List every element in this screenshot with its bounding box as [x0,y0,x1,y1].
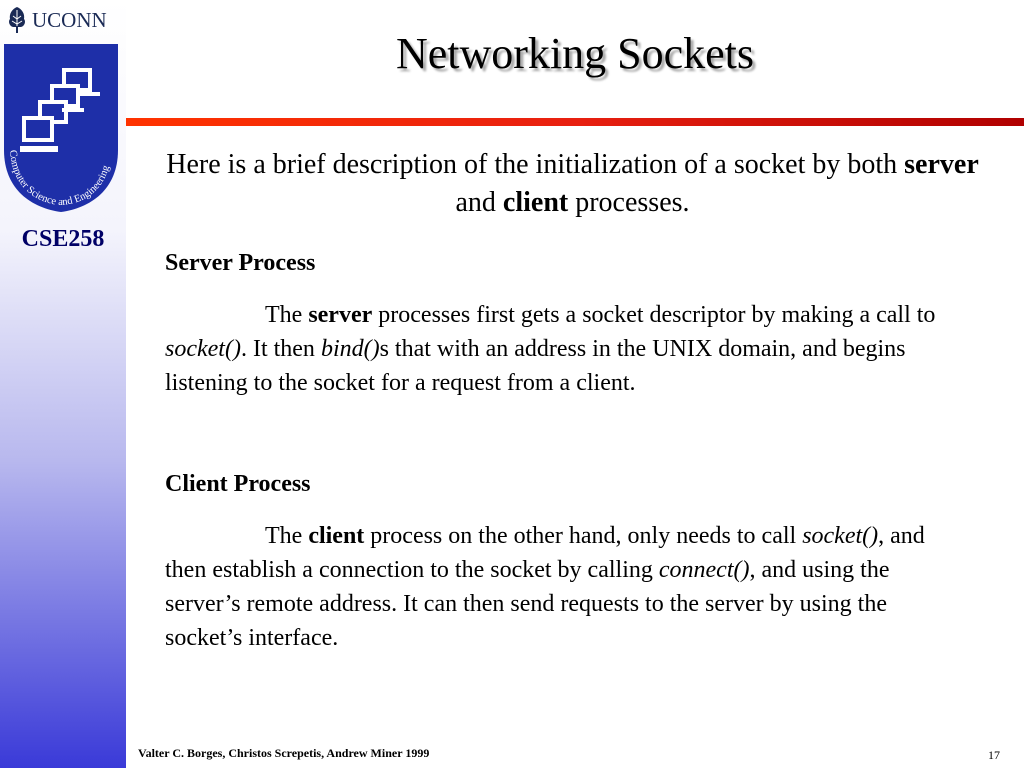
emphasis-client: client [502,187,569,218]
seal-text: Computer Science and Engineering [6,149,112,209]
footer-authors: Valter C. Borges, Christos Screpetis, Andrew Miner 1999 [138,746,430,760]
uconn-logo-text: UCONN [32,7,107,32]
code-socket: socket() [802,523,879,549]
emphasis-server: server [308,302,373,328]
server-process-paragraph: The server processes first gets a socket descriptor by making a call to socket(). It then bind()s that with an address in the UNIX domain, and begins listening to the socket for a request from a client. [165,302,936,396]
uconn-logo [6,4,107,36]
client-process-heading: Client Process [165,471,311,497]
course-code: CSE258 [21,226,105,252]
code-bind: bind() [320,336,380,362]
slide-title: Networking Sockets [395,29,755,78]
client-process-paragraph: The client process on the other hand, only needs to call socket(), and then establish a connection to the socket by calling connect(), and using the server’s remote address. It can then send requests to the server by using the socket’s interface. [165,523,925,651]
cse-seal [2,42,120,214]
server-process-heading: Server Process [165,250,316,276]
code-socket: socket() [165,336,241,362]
intro-paragraph: Here is a brief description of the initialization of a socket by both server and client processes. [166,149,979,218]
oak-leaf-icon [6,6,28,34]
emphasis-server: server [904,149,979,180]
page-number: 17 [988,748,1000,762]
title-divider [126,118,1024,126]
code-connect: connect() [658,557,750,583]
emphasis-client: client [308,523,365,549]
